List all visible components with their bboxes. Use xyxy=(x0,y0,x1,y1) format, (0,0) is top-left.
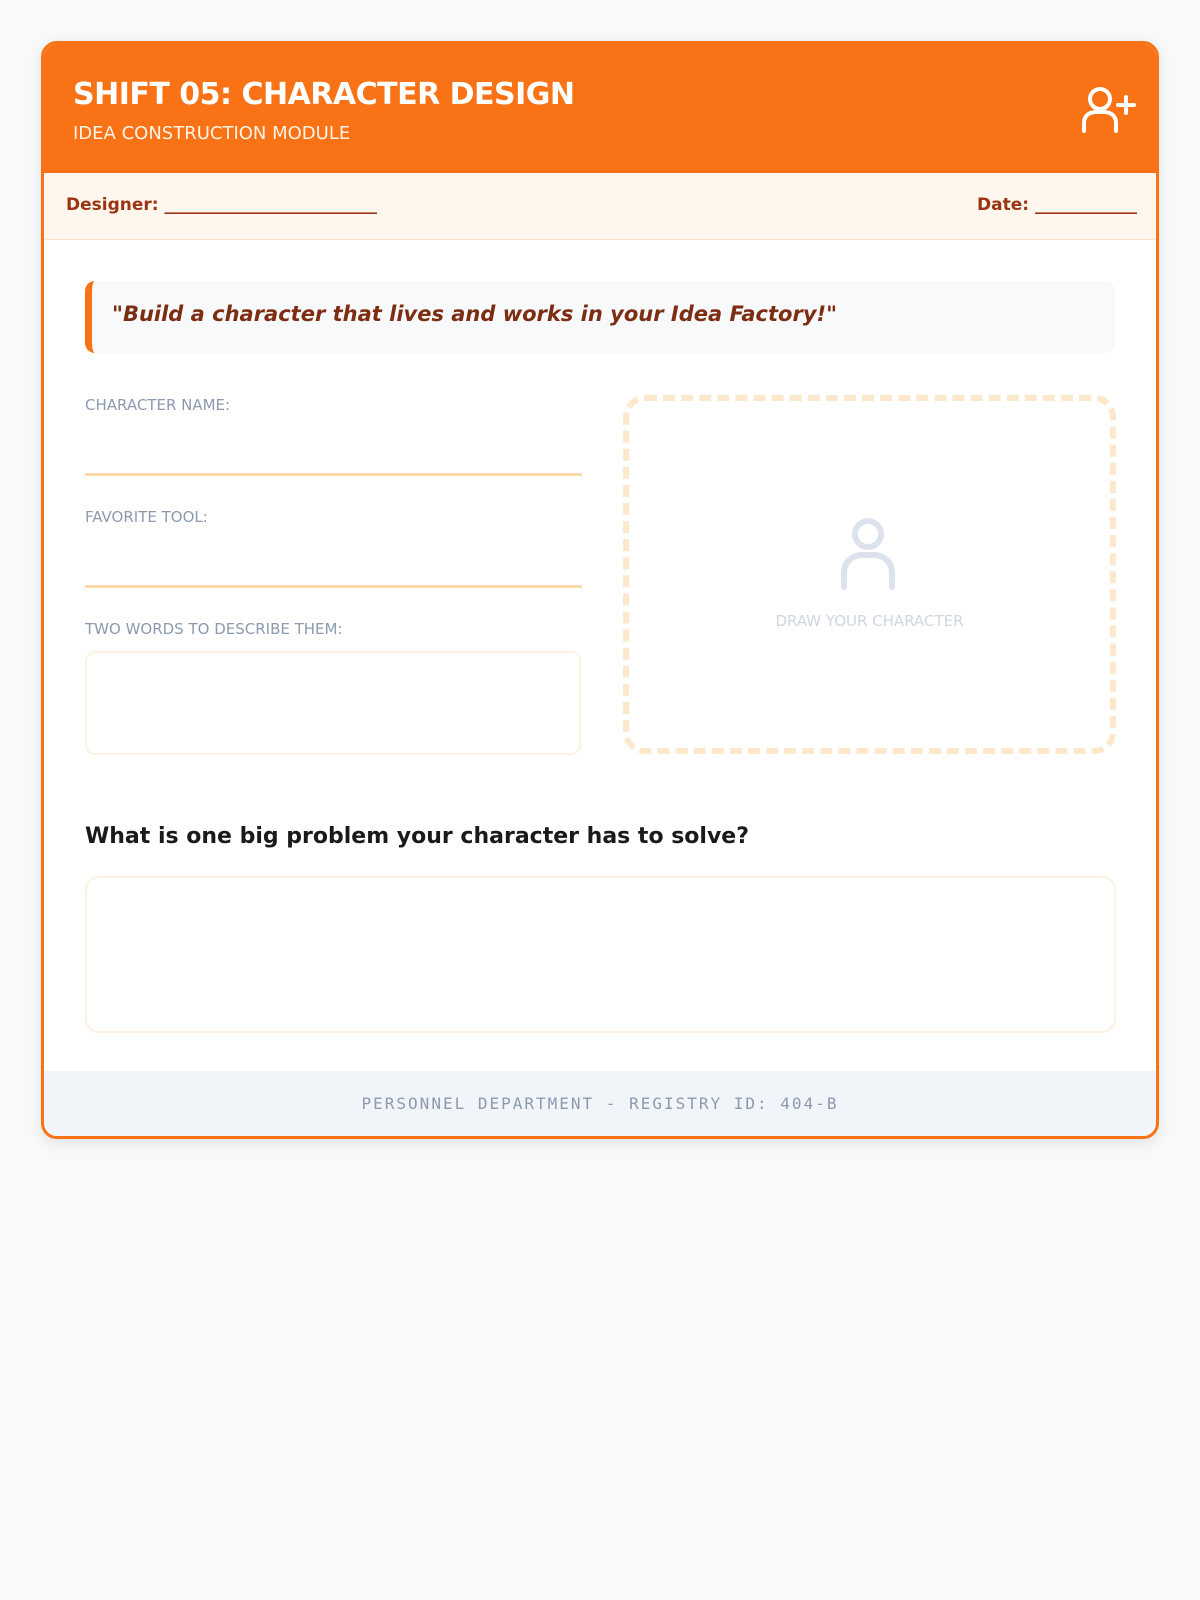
page-subtitle: IDEA CONSTRUCTION MODULE xyxy=(73,123,351,144)
worksheet-header xyxy=(44,44,1156,173)
problem-question: What is one big problem your character has to solve? xyxy=(85,824,749,849)
problem-answer-box[interactable] xyxy=(85,876,1116,1033)
character-name-input[interactable] xyxy=(85,446,582,476)
favorite-tool-label: FAVORITE TOOL: xyxy=(85,508,208,526)
favorite-tool-input[interactable] xyxy=(85,558,582,588)
worksheet-card xyxy=(41,41,1159,1139)
footer-text: PERSONNEL DEPARTMENT - REGISTRY ID: 404-B xyxy=(361,1094,839,1113)
two-words-input[interactable] xyxy=(85,651,581,755)
page-title: SHIFT 05: CHARACTER DESIGN xyxy=(73,77,575,112)
user-icon xyxy=(838,517,898,591)
add-user-icon xyxy=(1080,83,1138,141)
character-drawing-area[interactable] xyxy=(623,395,1116,754)
date-field: Date: ____________ xyxy=(977,195,1137,215)
designer-field: Designer: _________________________ xyxy=(66,195,377,215)
quote-text: "Build a character that lives and works in your Idea Factory!" xyxy=(112,302,838,326)
footer xyxy=(44,1071,1156,1136)
character-name-label: CHARACTER NAME: xyxy=(85,396,231,414)
meta-bar xyxy=(44,173,1156,240)
quote-box xyxy=(85,281,1115,353)
draw-label: DRAW YOUR CHARACTER xyxy=(775,612,964,630)
two-words-label: TWO WORDS TO DESCRIBE THEM: xyxy=(85,620,343,638)
